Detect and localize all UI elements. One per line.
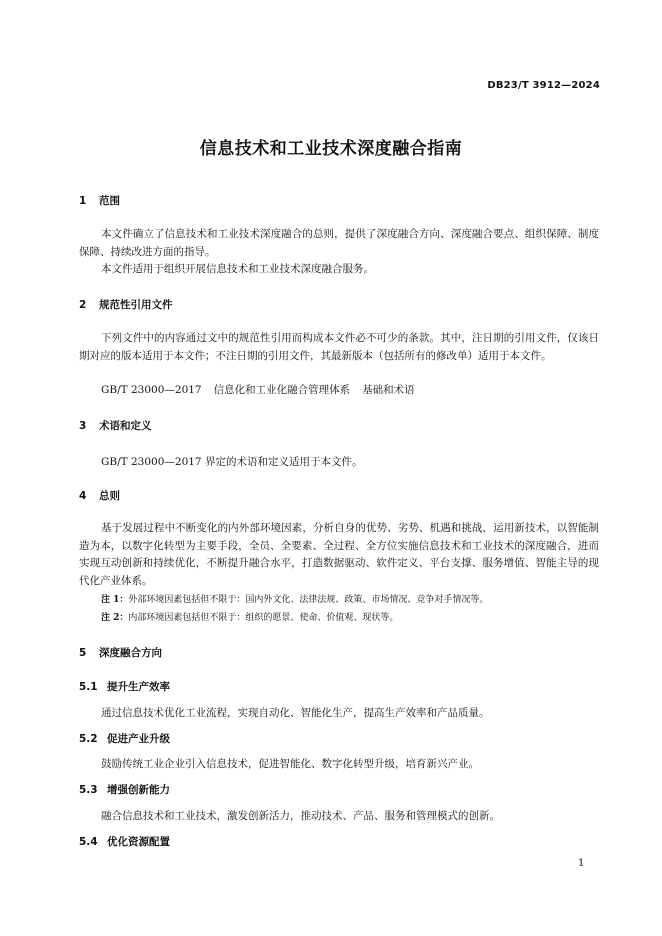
section-2-paragraph: 下列文件中的内容通过文中的规范性引用而构成本文件必不可少的条款。其中，注日期的引用文件，仅该日期对应的版本适用于本文件；不注日期的引用文件，其最新版本（包括所有的修改单）适用于本文件。 — [79, 332, 599, 362]
section-title: 规范性引用文件 — [99, 299, 173, 311]
subsection-number: 5.3 — [79, 784, 98, 796]
subsection-number: 5.1 — [79, 681, 98, 693]
note-label: 注 1： — [101, 595, 129, 605]
subsection-title: 增强创新能力 — [107, 784, 170, 796]
section-4-heading — [79, 488, 120, 503]
section-1-paragraph-2: 本文件适用于组织开展信息技术和工业技术深度融合服务。 — [101, 263, 374, 275]
subsection-title: 优化资源配置 — [107, 836, 170, 848]
section-2-heading — [79, 297, 173, 312]
section-number: 5 — [79, 647, 87, 659]
section-number: 3 — [79, 420, 87, 432]
section-1-paragraph-1: 本文件确立了信息技术和工业技术深度融合的总则，提供了深度融合方向、深度融合要点、组织保障、制度保障、持续改进方面的指导。 — [79, 228, 599, 258]
subsection-5-2-text: 鼓励传统工业企业引入信息技术，促进智能化、数字化转型升级，培育新兴产业。 — [101, 758, 479, 770]
subsection-5-1-text: 通过信息技术优化工业流程，实现自动化、智能化生产，提高生产效率和产品质量。 — [101, 707, 490, 719]
section-title: 术语和定义 — [99, 420, 152, 432]
section-1-heading — [79, 193, 120, 208]
subsection-title: 促进产业升级 — [107, 733, 170, 745]
subsection-5-4-heading — [79, 834, 170, 849]
section-title: 范围 — [99, 195, 120, 207]
note-text: 外部环境因素包括但不限于：国内外文化、法律法规、政策、市场情况、竞争对手情况等。 — [128, 595, 489, 605]
document-code: DB23/T 3912—2024 — [487, 80, 600, 91]
section-number: 2 — [79, 299, 87, 311]
reference-subtitle: 基础和术语 — [362, 384, 415, 396]
note-1 — [101, 592, 488, 605]
note-label: 注 2： — [101, 613, 129, 623]
reference-code: GB/T 23000—2017 — [101, 384, 202, 396]
subsection-number: 5.2 — [79, 733, 98, 745]
subsection-5-3-heading — [79, 782, 170, 797]
subsection-5-3-text: 融合信息技术和工业技术，激发创新活力，推动技术、产品、服务和管理模式的创新。 — [101, 810, 500, 822]
section-number: 4 — [79, 490, 87, 502]
section-5-heading — [79, 645, 162, 660]
section-title: 总则 — [99, 490, 120, 502]
normative-reference — [101, 382, 415, 397]
note-2 — [101, 610, 398, 623]
section-title: 深度融合方向 — [99, 647, 162, 659]
document-title: 信息技术和工业技术深度融合指南 — [199, 139, 463, 159]
reference-title: 信息化和工业化融合管理体系 — [213, 384, 351, 396]
section-number: 1 — [79, 195, 87, 207]
subsection-5-1-heading — [79, 679, 170, 694]
subsection-5-2-heading — [79, 731, 170, 746]
section-4-paragraph: 基于发展过程中不断变化的内外部环境因素，分析自身的优势、劣势、机遇和挑战，运用新技术，以智能制造为本，以数字化转型为主要手段，全员、全要素、全过程、全方位实施信息技术和工业技术的深度融合，进而实现互动创新和持续优化，不断提升融合水平，打造数据驱动、软件定义、平台支撑、服务增值、智能主导的现代化产业体系。 — [79, 522, 599, 587]
subsection-title: 提升生产效率 — [107, 681, 170, 693]
page-number: 1 — [578, 858, 585, 869]
subsection-number: 5.4 — [79, 836, 98, 848]
section-3-heading — [79, 418, 152, 433]
note-text: 内部环境因素包括但不限于：组织的愿景、使命、价值观、现状等。 — [128, 613, 399, 623]
section-3-paragraph: GB/T 23000—2017 界定的术语和定义适用于本文件。 — [101, 456, 363, 468]
